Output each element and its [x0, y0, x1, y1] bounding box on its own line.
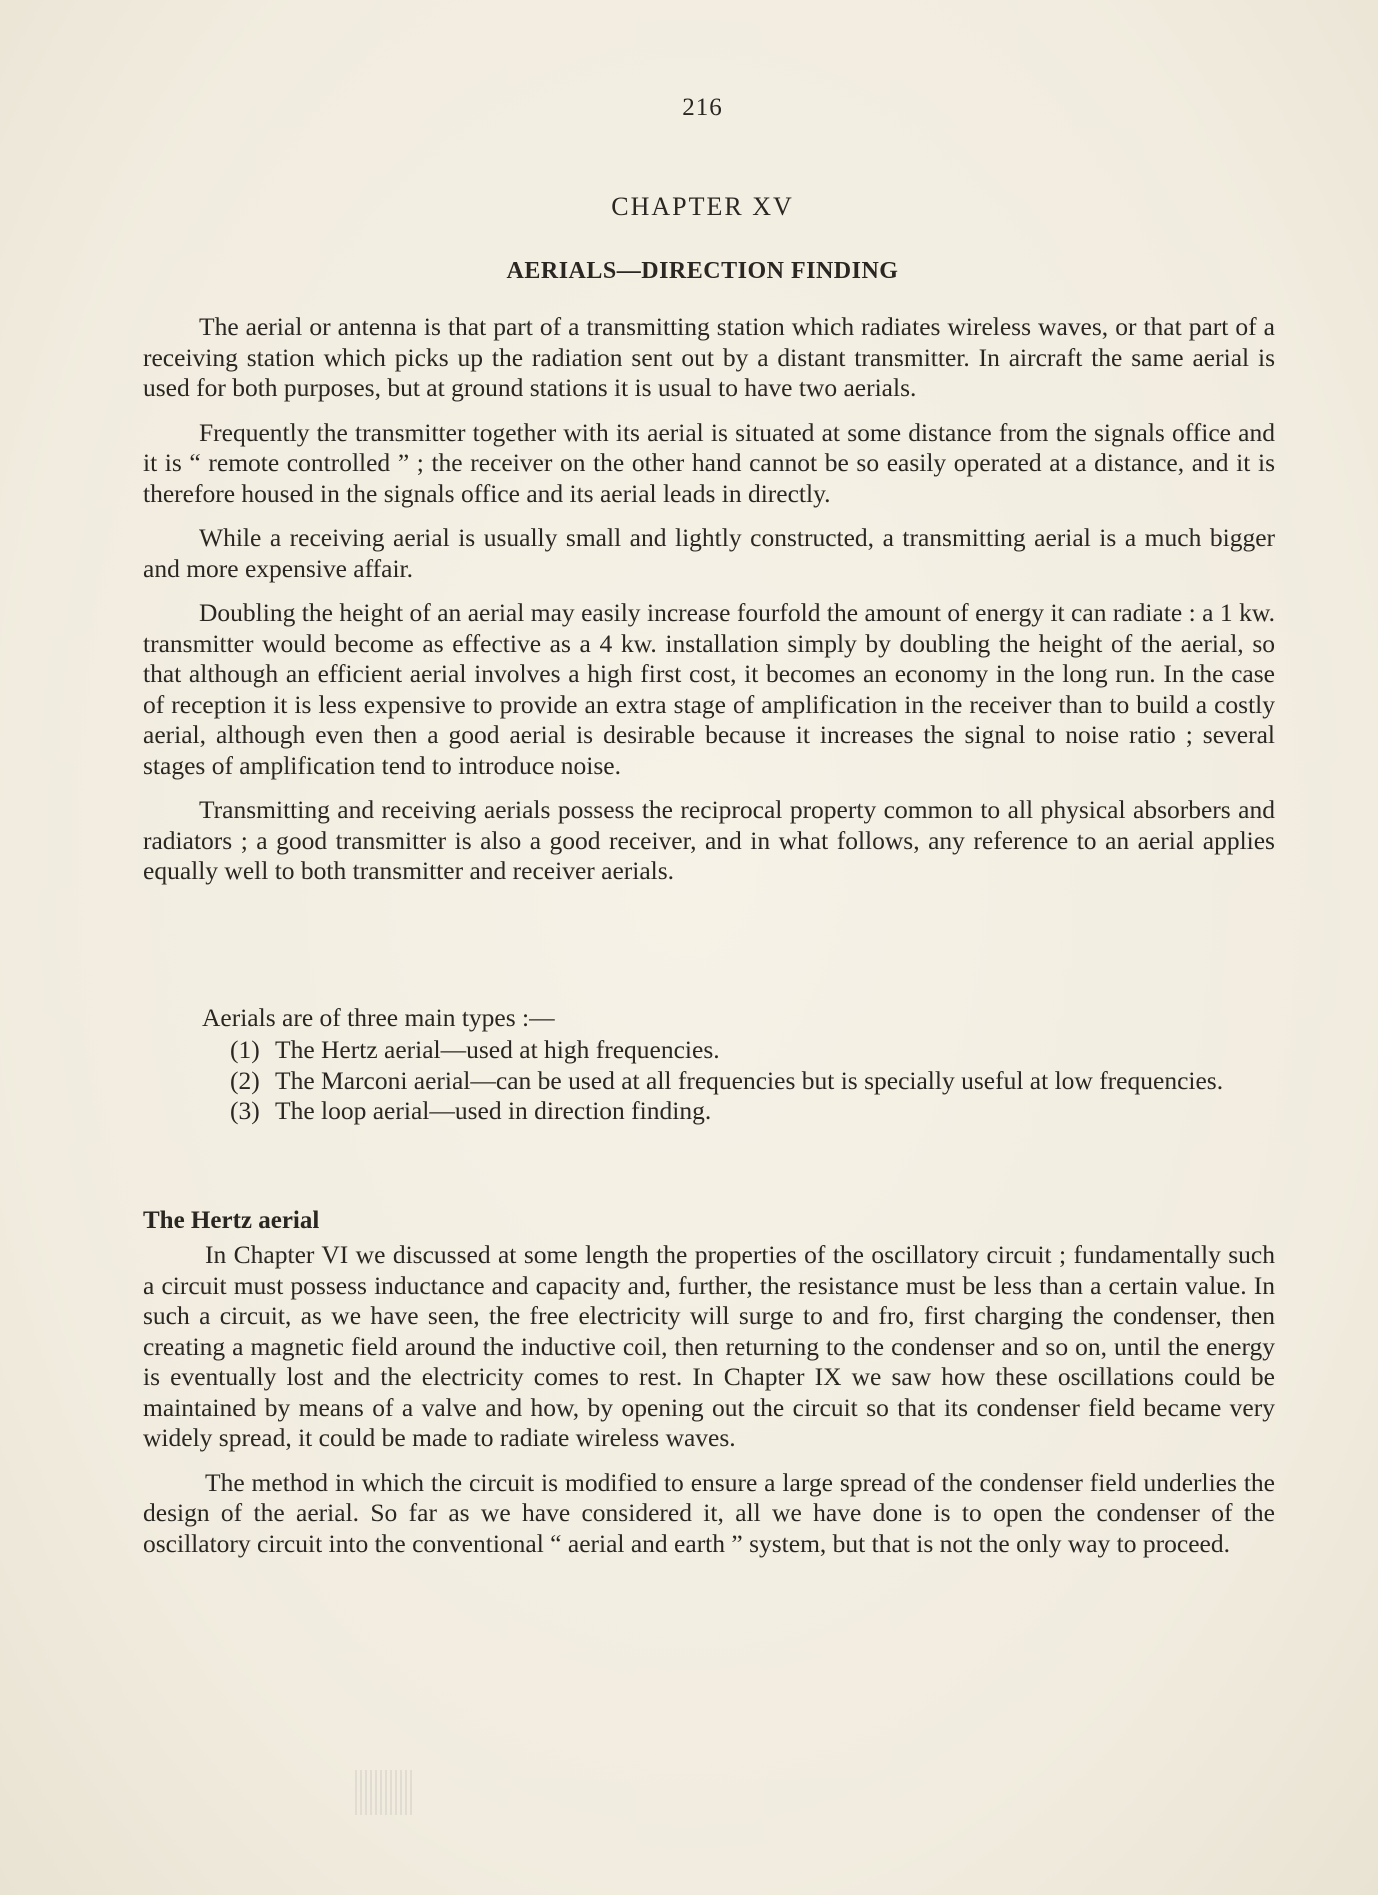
list-item-text: The Marconi aerial—can be used at all frequencies but is specially useful at low frequencies. — [275, 1065, 1224, 1095]
paragraph: The method in which the circuit is modified to ensure a large spread of the condenser field underlies the design of the aerial. So far as we have considered it, all we have done is to open the condenser of the oscillatory circuit into the conventional “ aerial and earth ” system, but that is not the only way to proceed. — [143, 1467, 1275, 1558]
section-paragraphs — [143, 1240, 1275, 1573]
list-item — [230, 1066, 1280, 1097]
list-item-text: The Hertz aerial—used at high frequencies. — [275, 1035, 720, 1064]
intro-paragraphs — [143, 312, 1275, 901]
list-item-number: (1) — [230, 1035, 260, 1064]
paragraph: The aerial or antenna is that part of a transmitting station which radiates wireless waves, or that part of a receiving station which picks up the radiation sent out by a distant transmitter. In aircraft the same aerial is used for both purposes, but at ground stations it is usual to have two aerials. — [143, 312, 1275, 402]
list-item-text: The loop aerial—used in direction finding. — [275, 1096, 712, 1125]
paragraph: Transmitting and receiving aerials possess the reciprocal property common to all physical absorbers and radiators ; a good transmitter is also a good receiver, and in what follows, any reference to an aerial applies equally well to both transmitter and receiver aerials. — [143, 795, 1275, 885]
chapter-heading: CHAPTER XV — [611, 192, 794, 221]
aerial-types-list — [230, 1035, 1280, 1127]
scan-mark — [355, 1770, 415, 1815]
paragraph: While a receiving aerial is usually small and lightly constructed, a transmitting aerial is a much bigger and more expensive affair. — [143, 523, 1275, 583]
aerial-types-intro: Aerials are of three main types :— — [202, 1003, 555, 1032]
chapter-title: AERIALS—DIRECTION FINDING — [506, 258, 899, 284]
list-item — [230, 1096, 1280, 1127]
list-item-number: (3) — [230, 1096, 260, 1125]
list-item — [230, 1035, 1280, 1066]
list-item-number: (2) — [230, 1065, 260, 1095]
paragraph: Doubling the height of an aerial may easily increase fourfold the amount of energy it can radiate : a 1 kw. transmitter would become as effective as a 4 kw. installation simply by doubling the height of the aerial, so that although an efficient aerial involves a high first cost, it becomes an economy in the long run. In the case of reception it is less expensive to provide an extra stage of amplification in the receiver than to build a costly aerial, although even then a good aerial is desirable because it increases the signal to noise ratio ; several stages of amplification tend to introduce noise. — [143, 598, 1275, 780]
paragraph: Frequently the transmitter together with its aerial is situated at some distance from the signals office and it is “ remote controlled ” ; the receiver on the other hand cannot be so easily operated at a distance, and it is therefore housed in the signals office and its aerial leads in directly. — [143, 417, 1275, 508]
page-number: 216 — [682, 94, 723, 121]
section-heading: The Hertz aerial — [143, 1207, 320, 1234]
paragraph: In Chapter VI we discussed at some length the properties of the oscillatory circuit ; fundamentally such a circuit must possess inductance and capacity and, further, the resistance must be less than a certain value. In such a circuit, as we have seen, the free electricity will surge to and fro, first charging the condenser, then creating a magnetic field around the inductive coil, then returning to the condenser and so on, until the energy is eventually lost and the electricity comes to rest. In Chapter IX we saw how these oscillations could be maintained by means of a valve and how, by opening out the circuit so that its condenser field became very widely spread, it could be made to radiate wireless waves. — [143, 1240, 1275, 1452]
